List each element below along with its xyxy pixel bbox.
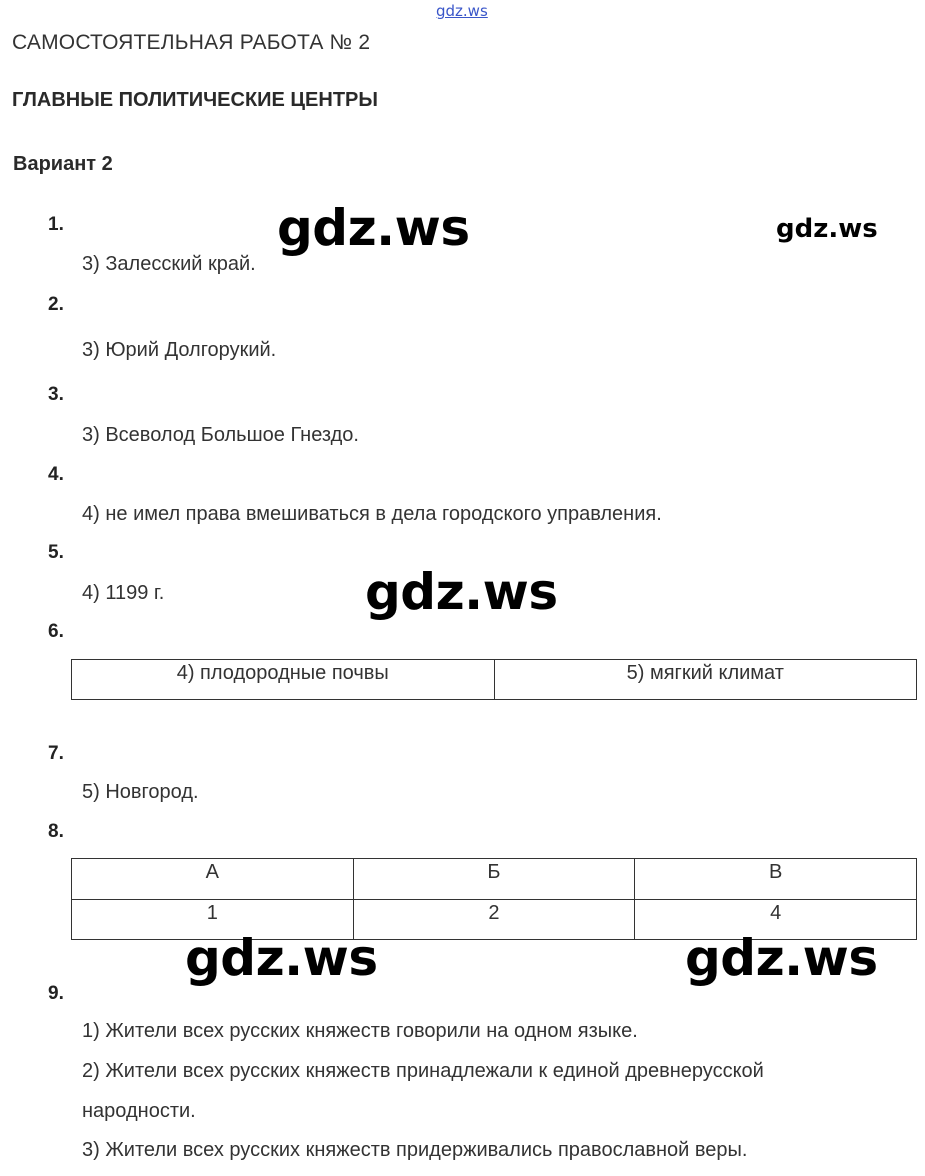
question-answer: 3) Всеволод Большое Гнездо. <box>82 424 359 446</box>
question-answer-line: 3) Жители всех русских княжеств придерживались православной веры. <box>82 1139 748 1161</box>
page-title: САМОСТОЯТЕЛЬНАЯ РАБОТА № 2 <box>12 31 371 54</box>
question-answer: 4) не имел права вмешиваться в дела городского управления. <box>82 503 662 525</box>
table-cell: 5) мягкий климат <box>494 660 917 700</box>
question-answer: 4) 1199 г. <box>82 582 165 604</box>
question-answer-line: народности. <box>82 1100 196 1122</box>
top-watermark-link[interactable]: gdz.ws <box>436 2 488 20</box>
table-header-cell: В <box>635 859 917 900</box>
question-number: 5. <box>48 542 64 563</box>
variant-heading: Вариант 2 <box>13 153 113 175</box>
question-number: 9. <box>48 983 64 1004</box>
question-number: 1. <box>48 214 64 235</box>
question-answer-line: 2) Жители всех русских княжеств принадлежали к единой древнерусской <box>82 1060 764 1082</box>
table-cell: 2 <box>353 900 635 940</box>
question-8-table <box>71 858 917 940</box>
question-answer: 5) Новгород. <box>82 781 199 803</box>
question-number: 7. <box>48 743 64 764</box>
watermark: gdz.ws <box>185 929 378 987</box>
table-cell: 4 <box>635 900 917 940</box>
question-answer: 3) Залесский край. <box>82 253 256 275</box>
watermark: gdz.ws <box>365 563 558 621</box>
table-cell: 1 <box>72 900 354 940</box>
table-header-cell: Б <box>353 859 635 900</box>
table-cell: 4) плодородные почвы <box>72 660 495 700</box>
question-number: 3. <box>48 384 64 405</box>
watermark: gdz.ws <box>277 199 470 257</box>
question-number: 6. <box>48 621 64 642</box>
watermark: gdz.ws <box>685 929 878 987</box>
question-6-table <box>71 659 917 700</box>
watermark: gdz.ws <box>776 214 878 244</box>
table-header-cell: А <box>72 859 354 900</box>
question-number: 2. <box>48 294 64 315</box>
question-answer-line: 1) Жители всех русских княжеств говорили на одном языке. <box>82 1020 638 1042</box>
page-subtitle: ГЛАВНЫЕ ПОЛИТИЧЕСКИЕ ЦЕНТРЫ <box>12 89 378 111</box>
question-answer: 3) Юрий Долгорукий. <box>82 339 277 361</box>
question-number: 4. <box>48 464 64 485</box>
question-number: 8. <box>48 821 64 842</box>
